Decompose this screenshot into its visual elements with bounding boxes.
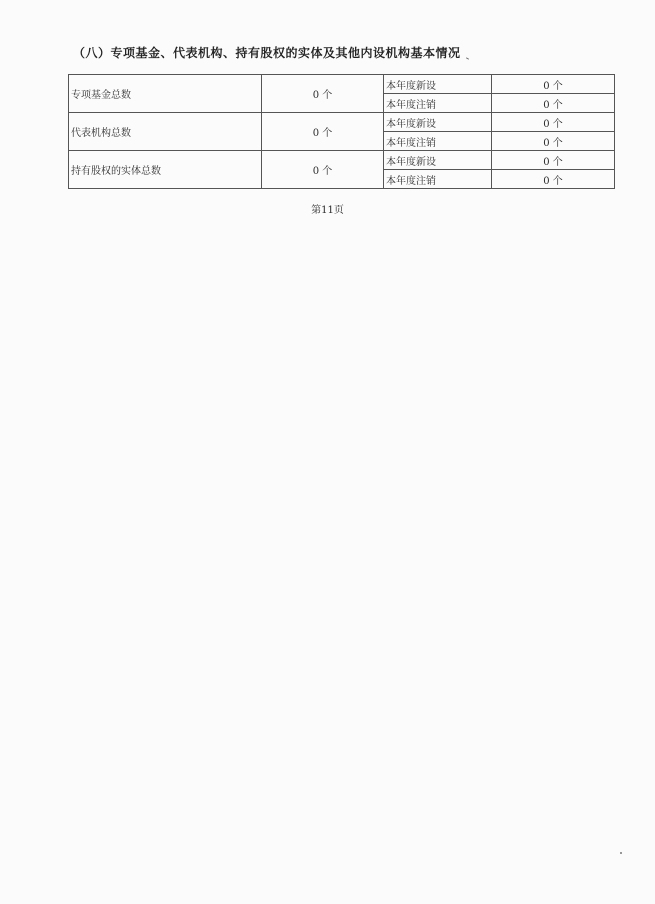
institutions-table	[68, 74, 615, 189]
section-heading: （八）专项基金、代表机构、持有股权的实体及其他内设机构基本情况	[73, 46, 461, 60]
cancel-value: 0 个	[492, 94, 615, 113]
category-total: 0 个	[262, 151, 384, 189]
category-name: 代表机构总数	[69, 113, 262, 151]
category-total: 0 个	[262, 75, 384, 113]
page-number: 第11页	[311, 205, 344, 216]
new-label: 本年度新设	[384, 151, 492, 170]
scan-speck	[466, 57, 469, 59]
new-value: 0 个	[492, 113, 615, 132]
cancel-label: 本年度注销	[384, 132, 492, 151]
cancel-value: 0 个	[492, 170, 615, 189]
new-value: 0 个	[492, 151, 615, 170]
table-row	[69, 75, 615, 94]
new-label: 本年度新设	[384, 113, 492, 132]
table-row	[69, 113, 615, 132]
cancel-label: 本年度注销	[384, 94, 492, 113]
category-name: 专项基金总数	[69, 75, 262, 113]
scan-dot	[620, 852, 622, 854]
table-row	[69, 151, 615, 170]
category-total: 0 个	[262, 113, 384, 151]
new-label: 本年度新设	[384, 75, 492, 94]
cancel-label: 本年度注销	[384, 170, 492, 189]
cancel-value: 0 个	[492, 132, 615, 151]
new-value: 0 个	[492, 75, 615, 94]
category-name: 持有股权的实体总数	[69, 151, 262, 189]
